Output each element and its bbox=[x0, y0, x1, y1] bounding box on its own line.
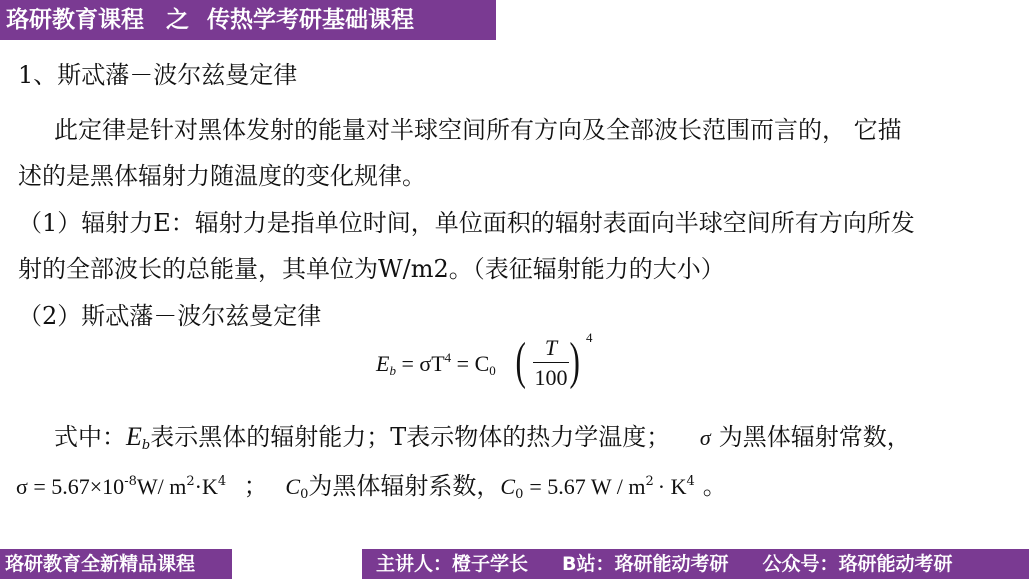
formula-lhs-sub: b bbox=[389, 363, 396, 378]
c0-symbol: C bbox=[285, 474, 301, 499]
formula-lhs-symbol: E bbox=[376, 351, 390, 376]
c0-pow: 2 bbox=[645, 474, 654, 489]
footer-wechat: 公众号：珞研能动考研 bbox=[762, 553, 953, 575]
formula-frac-den: 100 bbox=[534, 365, 568, 390]
item2-title: （2）斯忒藩－波尔兹曼定律 bbox=[18, 302, 322, 330]
formula-frac-num: T bbox=[544, 335, 558, 360]
c0-value-lhs: C bbox=[500, 474, 516, 499]
footer-lecturer: 主讲人：橙子学长 bbox=[376, 553, 529, 575]
sigma-unit-rest-pow: 4 bbox=[217, 474, 227, 489]
sigma-value: σ = 5.67×10 bbox=[16, 474, 125, 499]
sigma-unit: W/ m bbox=[136, 474, 187, 499]
legend-text-2: 为黑体辐射常数， bbox=[718, 423, 911, 451]
c0-text: 为黑体辐射系数， bbox=[308, 472, 501, 500]
legend-sub: b bbox=[141, 438, 151, 453]
formula-outer-pow: 4 bbox=[586, 330, 593, 345]
formula-middle: = σT bbox=[401, 351, 445, 376]
section-title: 1、斯忒藩－波尔兹曼定律 bbox=[18, 61, 298, 89]
item1-line-1: （1）辐射力E：辐射力是指单位时间，单位面积的辐射表面向半球空间所有方向所发 bbox=[18, 209, 915, 237]
formula-fraction bbox=[531, 334, 571, 393]
constants-line bbox=[16, 470, 727, 507]
header-subject: 传热学考研基础课程 bbox=[207, 7, 415, 33]
item1-line-2: 射的全部波长的总能量，其单位为W/m2。（表征辐射能力的大小） bbox=[18, 255, 725, 283]
intro-line-1: 此定律是针对黑体发射的能量对半球空间所有方向及全部波长范围而言的， 它描 bbox=[54, 116, 902, 144]
c0-sub: 0 bbox=[300, 487, 309, 502]
c0-value: = 5.67 W / m bbox=[529, 474, 646, 499]
legend-line bbox=[54, 422, 911, 458]
sigma-exp: -8 bbox=[124, 474, 137, 489]
header-banner bbox=[0, 0, 496, 40]
stefan-boltzmann-formula bbox=[376, 330, 616, 400]
footer-left-banner: 珞研教育全新精品课程 bbox=[0, 549, 232, 579]
c0-rest-pow: 4 bbox=[686, 474, 695, 489]
legend-text-1: 表示黑体的辐射能力；T表示物体的热力学温度； bbox=[150, 423, 671, 451]
formula-eq2: = C bbox=[456, 351, 490, 376]
sigma-unit-pow: 2 bbox=[186, 474, 195, 489]
formula-equation bbox=[376, 350, 496, 379]
c0-rest: · K bbox=[657, 474, 687, 499]
formula-c-sub: 0 bbox=[489, 363, 496, 378]
header-course: 珞研教育课程 bbox=[6, 7, 144, 33]
legend-symbol: E bbox=[126, 422, 142, 451]
c0-value-sub: 0 bbox=[515, 487, 524, 502]
sigma-separator: ； bbox=[243, 472, 268, 500]
formula-right-paren: ) bbox=[569, 333, 580, 390]
formula-left-paren: ( bbox=[515, 333, 526, 390]
end-punct: 。 bbox=[702, 472, 727, 500]
legend-prefix: 式中： bbox=[54, 423, 126, 451]
sigma-unit-rest: ·K bbox=[194, 474, 218, 499]
footer-right-banner bbox=[362, 549, 1029, 579]
formula-middle-pow: 4 bbox=[444, 350, 452, 365]
footer-bilibili: B站：珞研能动考研 bbox=[562, 553, 729, 575]
intro-line-2: 述的是黑体辐射力随温度的变化规律。 bbox=[18, 162, 426, 190]
legend-sigma: σ bbox=[699, 425, 711, 450]
header-separator: 之 bbox=[166, 7, 190, 33]
